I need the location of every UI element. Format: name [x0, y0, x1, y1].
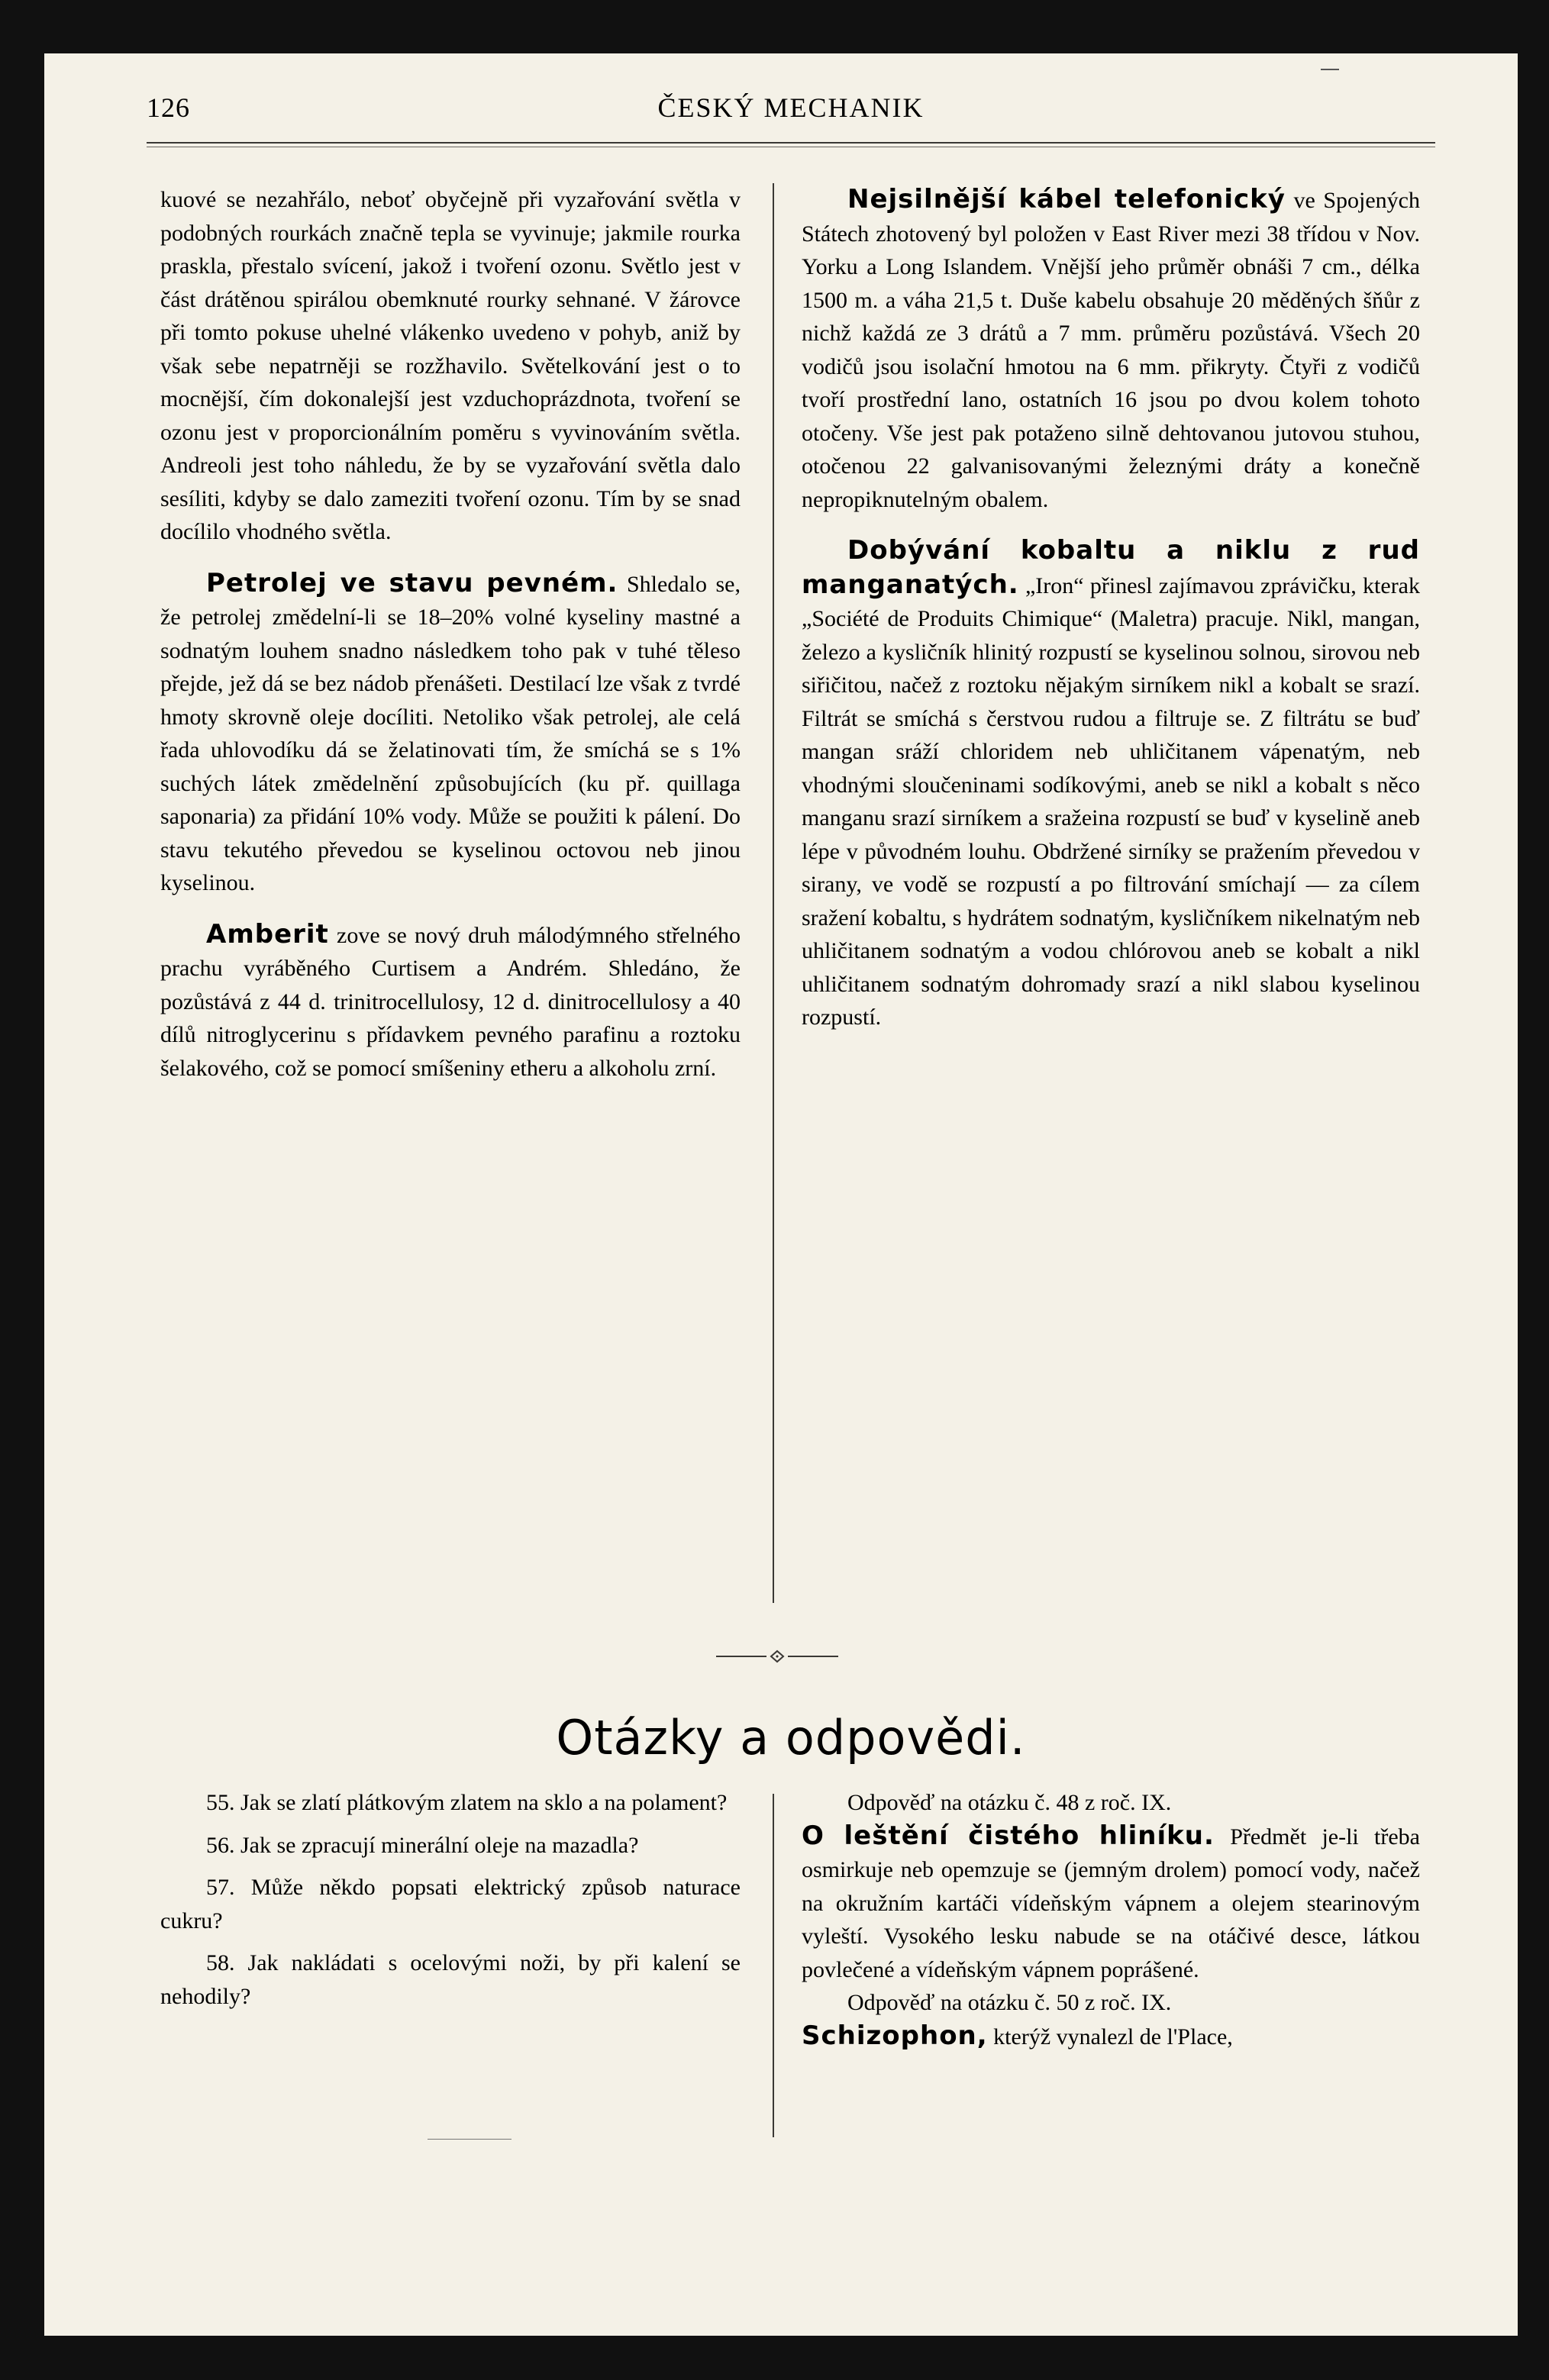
scan-mark: [1321, 69, 1339, 70]
article-text-petrolej: Shledalo se, že petrolej změdelní-li se 18–20% volné kyseliny mastné a sodnatým louhem snadno následkem toho pak v tuhé těleso přejde, jež dá se bez nádob přenášeti. Destilací lze však z tvrdé hmoty skrovně oleje docíliti. Netoliko však petrolej, ale celá řada uhlovodíku dá se želatinovati tím, že smíchá se s 1% suchých látek změdelnění způsobujících (ku př. quillaga saponaria) za přidání 10% vody. Může se použiti k pálení. Do stavu tekutého převedou se kyselinou octovou neb jinou kyselinou.: [160, 571, 741, 895]
header-rule: [147, 142, 1435, 144]
article-text-kabel: ve Spojených Státech zhotovený byl položen v East River mezi 38 třídou v Nov. Yorku a Long Islandem. Vnější jeho průměr obnáši 7 cm., délka 1500 m. a váha 21,5 t. Duše kabelu obsahuje 20 měděných šňůr z nichž každá ze 3 drátů a 7 mm. průměru pozůstává. Všech 20 vodičů jsou isolační hmotou na 6 mm. přikryty. Čtyři z vodičů tvoří prostřední lano, ostatních 16 jsou po dvou kolem tohoto otočeny. Vše jest pak potaženo silně dehtovanou jutovou stuhou, otočenou 22 galvanisovanými železnými dráty a konečně nepropiknutelným obalem.: [802, 188, 1420, 512]
section-ornament: [716, 1649, 838, 1664]
answer-48: [802, 1820, 1420, 1987]
article-text-kobalt: „Iron“ přinesl zajímavou zprávičku, kterak „Société de Produits Chimique“ (Maletra) pracuje. Nikl, mangan, železo a kysličník hlinitý rozpustí se kyselinou solnou, sirovou neb siřičitou, načež z roztoku nějakým sirníkem nikl a kobalt se srazí. Filtrát se smíchá s čerstvou rudou a filtruje se. Z filtrátu se buď mangan sráží chloridem neb uhličitanem vápenatým, neb vhodnými sloučeninami sodíkovými, aneb se nikl a kobalt s něco manganu srazí sirníkem a sražeina rozpustí se buď v kyselině aneb lépe v původném louhu. Obdržené sirníky se pražením převedou v sirany, ve vodě se rozpustí a po filtrování smíchají — za cílem sražení kobaltu, s hydrátem sodnatým, kysličníkem nikelnatým neb uhličitanem sodnatým a vodou chlórovou aneb se kobalt a nikl uhličitanem sodnatým dohromady srazí a nikl slabou kyselinou rozpustí.: [802, 572, 1420, 1030]
left-column: [160, 183, 741, 1085]
questions-column: [160, 1786, 741, 2022]
answers-column: [802, 1786, 1420, 2053]
article-heading-petrolej: Petrolej ve stavu pevném.: [206, 567, 618, 598]
question-58: 58. Jak nakládati s ocelovými noži, by při kalení se nehodily?: [160, 1950, 741, 2009]
answer-heading-schizophon: Schizophon,: [802, 2020, 988, 2051]
article-heading-kabel: Nejsilnější kábel telefonický: [847, 184, 1286, 214]
answer-48-intro: Odpověď na otázku č. 48 z roč. IX.: [847, 1790, 1172, 1815]
article-petrolej: [160, 567, 741, 900]
answer-heading-hlinik: O leštění čistého hliníku.: [802, 1820, 1215, 1851]
article-text-amberit: zove se nový druh málodýmného střelného prachu vyráběného Curtisem a Andrém. Shledáno, že pozůstává z 44 d. trinitrocellulosy, 12 d. dinitrocellulosy a 40 dílů nitroglycerinu s přídavkem pevného parafinu a roztoku šelakového, což se pomocí smíšeniny etheru a alkoholu zrní.: [160, 922, 741, 1081]
article-kobalt: [802, 534, 1420, 1034]
article-kabel: [802, 183, 1420, 516]
ornament-diamond-icon: [716, 1649, 838, 1664]
section-title: Otázky a odpovědi.: [556, 1710, 1026, 1766]
qa-column-divider: [773, 1794, 774, 2137]
question-55: 55. Jak se zlatí plátkovým zlatem na sklo a na polament?: [206, 1790, 728, 1815]
page-number: 126: [147, 92, 190, 123]
column-divider: [773, 183, 774, 1603]
article-heading-kobalt: Dobývání kobaltu a niklu z rud manganatých.: [802, 535, 1420, 600]
question-56: 56. Jak se zpracují minerální oleje na mazadla?: [206, 1832, 639, 1858]
page-header: [147, 92, 1435, 137]
right-column: [802, 183, 1420, 1034]
answer-50: [802, 2020, 1420, 2054]
continuation-paragraph: kuové se nezahřálo, neboť obyčejně při vyzařování světla v podobných rourkách značně tepla se vyvinuje; jakmile rourka praskla, přestalo svícení, jakož i tvoření ozonu. Světlo jest v část drátěnou spirálou obemknuté rourky sehnané. V žárovce při tomto pokuse uhelné vlákenko uvedeno v pohyb, aniž by však sebe nepatrněji se rozžhavilo. Světelkování jest o to mocnější, čím dokonalejší jest vzduchoprázdnota, tvoření se ozonu jest v proporcionálním poměru s vyvinováním světla. Andreoli jest toho náhledu, že by se vyzařování světla dalo sesíliti, kdyby se dalo zameziti tvoření ozonu. Tím by se snad docílilo vhodného světla.: [160, 187, 741, 544]
article-heading-amberit: Amberit: [206, 918, 329, 950]
question-57: 57. Může někdo popsati elektrický způsob naturace cukru?: [160, 1875, 741, 1933]
answer-50-intro: Odpověď na otázku č. 50 z roč. IX.: [847, 1990, 1172, 2015]
questions-end-rule: [428, 2139, 511, 2140]
article-amberit: [160, 918, 741, 1085]
answer-text-schizophon: kterýž vynalezl de l'Place,: [993, 2024, 1233, 2049]
running-title: ČESKÝ MECHANIK: [657, 92, 925, 123]
answer-text-hlinik: Předmět je-li třeba osmirkuje neb opemzuje se (jemným drolem) pomocí vody, načež na okružním kartáči vídeňským vápnem a olejem stearinovým vyleští. Vysokého lesku nabude se na otáčivé desce, látkou povlečené a vídeňským vápnem poprášené.: [802, 1824, 1420, 1982]
